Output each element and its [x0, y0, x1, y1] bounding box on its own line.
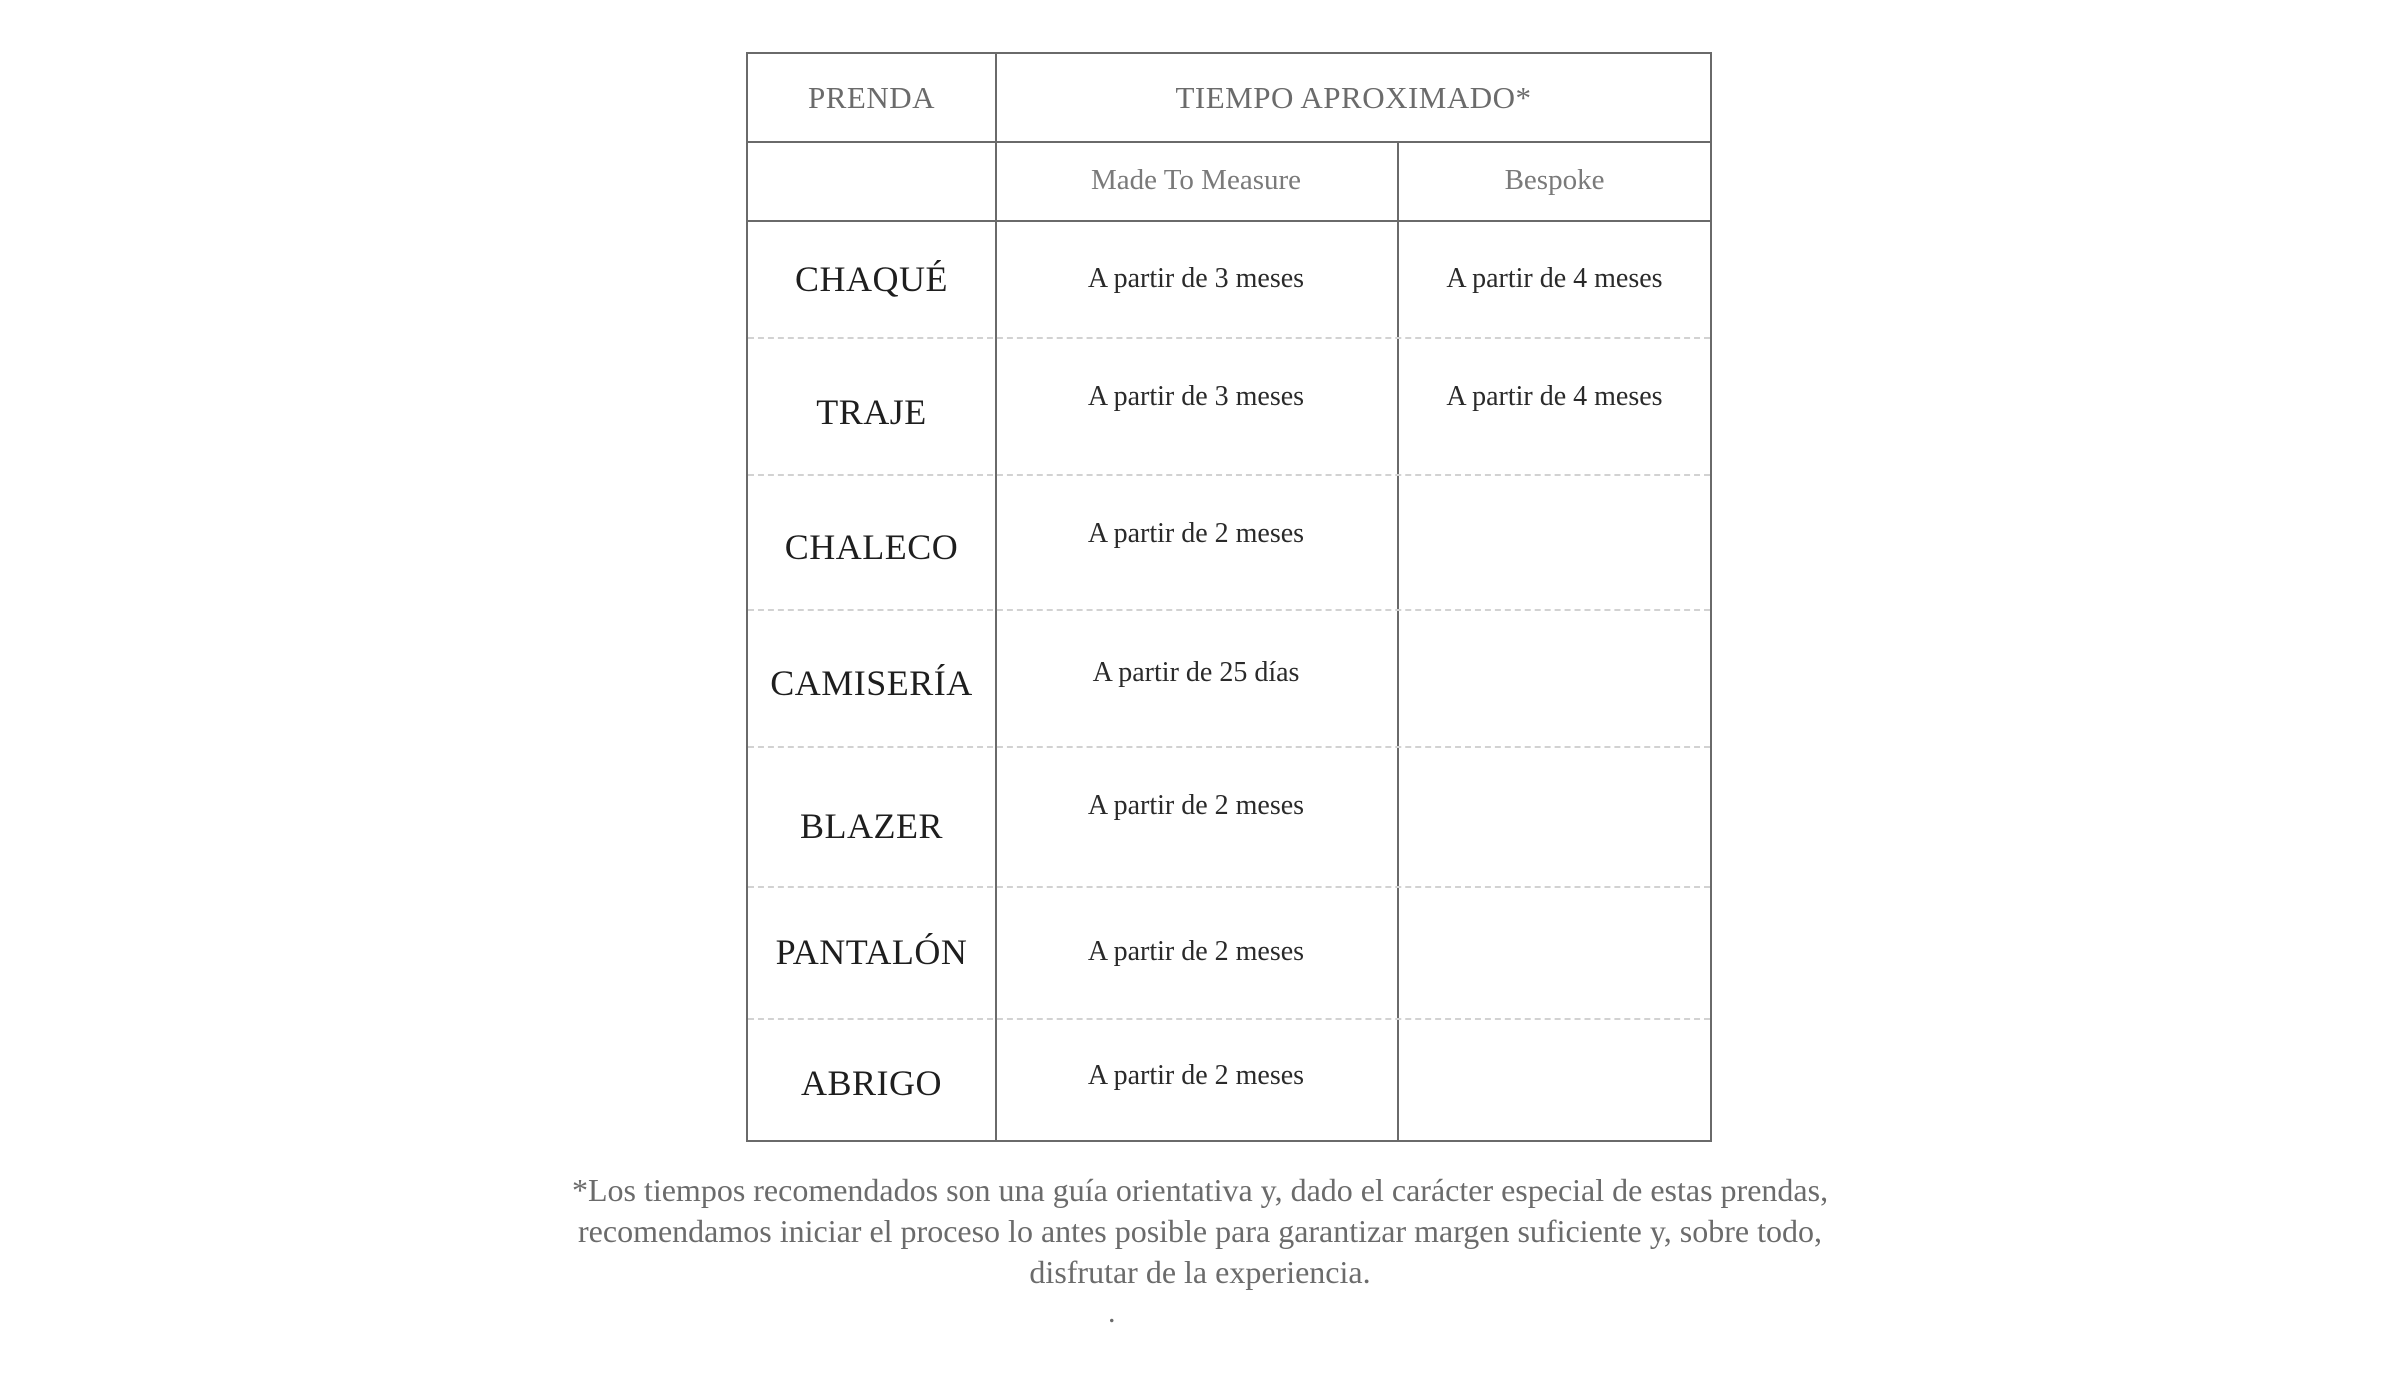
header-made-to-measure: Made To Measure [1090, 164, 1302, 196]
bespoke-time [1397, 1018, 1712, 1142]
bespoke-time [1397, 609, 1712, 746]
made-to-measure-time: A partir de 2 meses [1087, 790, 1305, 821]
header-tiempo-aproximado: TIEMPO APROXIMADO* [1175, 79, 1532, 115]
footnote-line: disfrutar de la experiencia. [1029, 1254, 1371, 1290]
garment-label: CHAQUÉ [795, 258, 948, 299]
made-to-measure-time: A partir de 2 meses [1087, 518, 1305, 549]
made-to-measure-time: A partir de 3 meses [1087, 381, 1305, 412]
time-table [746, 52, 1712, 1142]
garment-label: BLAZER [800, 806, 943, 846]
header-prenda: PRENDA [807, 79, 935, 115]
bespoke-time [1397, 886, 1712, 1018]
garment-label: TRAJE [816, 391, 927, 432]
bespoke-time: A partir de 4 meses [1446, 262, 1663, 294]
footnote-line: *Los tiempos recomendados son una guía orientativa y, dado el carácter especial de estas prendas, [571, 1172, 1829, 1208]
footnote [560, 1170, 1840, 1293]
footnote-line: recomendamos iniciar el proceso lo antes posible para garantizar margen suficiente y, sobre todo, [578, 1213, 1822, 1249]
bespoke-time [1397, 746, 1712, 886]
garment-label: ABRIGO [800, 1063, 942, 1103]
garment-label: CHALECO [784, 526, 959, 567]
header-bespoke: Bespoke [1504, 164, 1605, 196]
made-to-measure-time: A partir de 25 días [1092, 656, 1300, 688]
made-to-measure-time: A partir de 2 meses [1087, 1060, 1305, 1091]
garment-label: PANTALÓN [775, 932, 968, 972]
made-to-measure-time: A partir de 3 meses [1087, 262, 1305, 294]
made-to-measure-time: A partir de 2 meses [1087, 936, 1305, 967]
bespoke-time: A partir de 4 meses [1446, 381, 1663, 412]
trailing-dot: . [1108, 1296, 1116, 1329]
bespoke-time [1397, 474, 1712, 609]
row-divider [748, 141, 995, 143]
garment-label: CAMISERÍA [770, 662, 973, 703]
